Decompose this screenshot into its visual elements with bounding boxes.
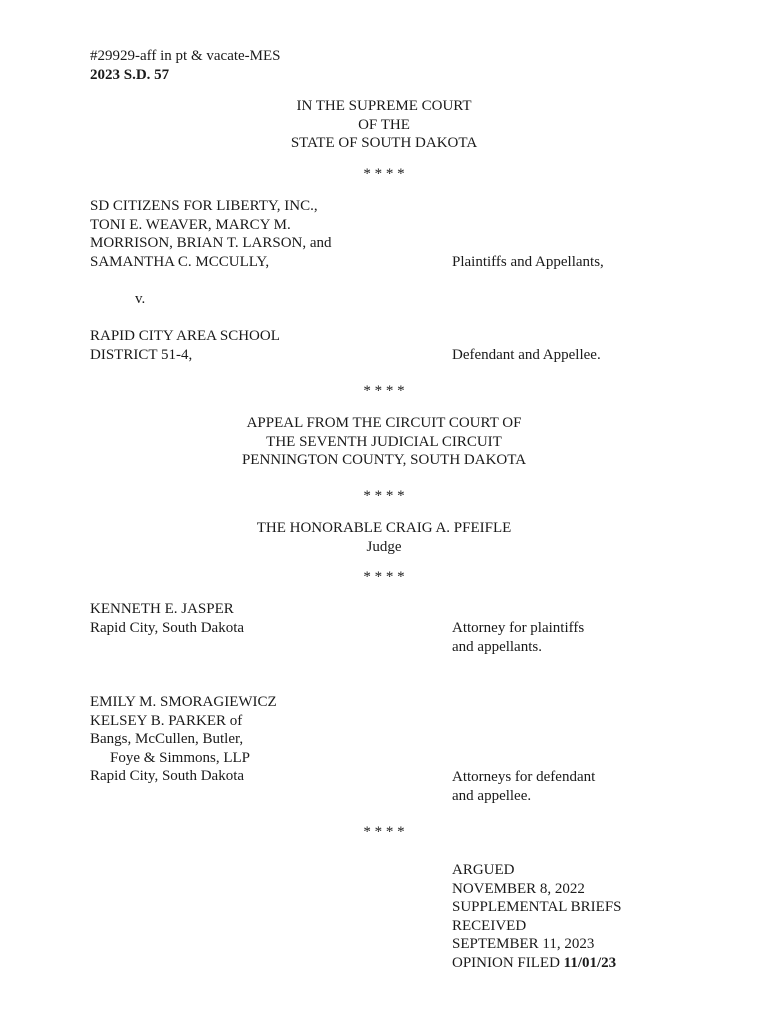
date-line: ARGUED bbox=[452, 862, 515, 878]
role-line: and appellee. bbox=[452, 787, 532, 804]
judge-block bbox=[0, 519, 768, 556]
party-name-line: SD CITIZENS FOR LIBERTY, INC., bbox=[90, 198, 318, 214]
plaintiff-names bbox=[90, 197, 332, 271]
separator: * * * * bbox=[363, 166, 405, 182]
party-name-line: RAPID CITY AREA SCHOOL bbox=[90, 328, 280, 344]
party-name-line: SAMANTHA C. MCCULLY, bbox=[90, 253, 270, 270]
plaintiff-attorney-role bbox=[452, 619, 584, 656]
separator: * * * * bbox=[363, 569, 405, 585]
date-line: SUPPLEMENTAL BRIEFS bbox=[452, 899, 622, 916]
defendant-attorneys bbox=[90, 693, 277, 786]
role-line: Attorney for plaintiffs bbox=[452, 620, 585, 636]
separator: * * * * bbox=[363, 383, 405, 399]
opinion-filed-date: 11/01/23 bbox=[563, 954, 617, 971]
attorney-name: EMILY M. SMORAGIEWICZ bbox=[90, 694, 277, 710]
separator: * * * * bbox=[363, 488, 405, 504]
party-name-line: DISTRICT 51-4, bbox=[90, 346, 193, 363]
role-line: Attorneys for defendant bbox=[452, 769, 596, 785]
date-block bbox=[452, 861, 622, 973]
docket-number: #29929-aff in pt & vacate-MES bbox=[90, 48, 281, 64]
opinion-filed-label: OPINION FILED bbox=[452, 954, 564, 971]
citation: 2023 S.D. 57 bbox=[90, 66, 170, 83]
date-line: RECEIVED bbox=[452, 917, 527, 934]
plaintiff-role: Plaintiffs and Appellants, bbox=[452, 254, 604, 270]
defendant-names bbox=[90, 327, 280, 364]
court-title bbox=[0, 97, 768, 153]
judge-title: Judge bbox=[366, 538, 402, 555]
role-line: and appellants. bbox=[452, 638, 542, 655]
opinion-filed-line bbox=[452, 954, 622, 973]
law-firm-continued: Foye & Simmons, LLP bbox=[110, 749, 251, 766]
defendant-role: Defendant and Appellee. bbox=[452, 347, 601, 363]
separator: * * * * bbox=[363, 824, 405, 840]
court-line: OF THE bbox=[358, 116, 410, 133]
appeal-line: PENNINGTON COUNTY, SOUTH DAKOTA bbox=[241, 452, 527, 469]
judge-name: THE HONORABLE CRAIG A. PFEIFLE bbox=[256, 520, 512, 536]
court-line: IN THE SUPREME COURT bbox=[296, 98, 472, 114]
party-name-line: TONI E. WEAVER, MARCY M. bbox=[90, 216, 291, 233]
attorney-location: Rapid City, South Dakota bbox=[90, 768, 245, 785]
defendant-attorney-role bbox=[452, 768, 595, 805]
attorney-location: Rapid City, South Dakota bbox=[90, 619, 245, 636]
party-name-line: MORRISON, BRIAN T. LARSON, and bbox=[90, 235, 332, 252]
attorney-name: KELSEY B. PARKER of bbox=[90, 712, 243, 729]
date-line: NOVEMBER 8, 2022 bbox=[452, 880, 585, 897]
plaintiff-attorney bbox=[90, 600, 244, 637]
versus: v. bbox=[135, 291, 146, 307]
docket-header bbox=[90, 47, 281, 84]
court-line: STATE OF SOUTH DAKOTA bbox=[290, 135, 478, 152]
law-firm: Bangs, McCullen, Butler, bbox=[90, 731, 244, 748]
date-line: SEPTEMBER 11, 2023 bbox=[452, 936, 595, 953]
appeal-line: APPEAL FROM THE CIRCUIT COURT OF bbox=[246, 415, 522, 431]
attorney-name: KENNETH E. JASPER bbox=[90, 601, 234, 617]
appeal-line: THE SEVENTH JUDICIAL CIRCUIT bbox=[266, 433, 502, 450]
appeal-title bbox=[0, 414, 768, 470]
